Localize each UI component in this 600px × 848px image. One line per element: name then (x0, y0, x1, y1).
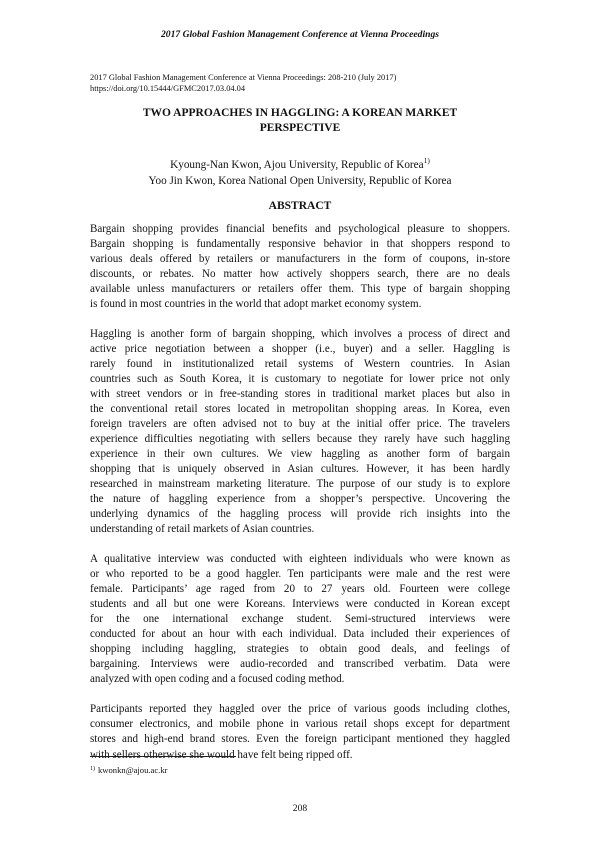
paragraph-line: foreign travelers are often advised not to buy at the initial offer price. The travelers (90, 418, 510, 431)
paragraph-line: A qualitative interview was conducted with eighteen individuals who were known as (90, 553, 510, 566)
paragraph-line: Bargain shopping provides financial benefits and psychological pleasure to shoppers. (90, 223, 510, 235)
paragraph-line: consumer electronics, and mobile phone in various retail shops except for department (90, 718, 510, 731)
citation-line: 2017 Global Fashion Management Conference at Vienna Proceedings: 208-210 (July 2017) (90, 73, 397, 82)
paragraph-line: the nature of haggling experience from a shopper’s perspective. Uncovering the (90, 493, 510, 506)
footnote-marker: 1) (423, 156, 430, 165)
abstract-paragraph (90, 327, 510, 537)
paragraph-line: the conventional retail stores located in metropolitan shopping areas. In Korea, even (90, 403, 510, 416)
paragraph-line: underlying dynamics of the haggling process will provide rich insights into the (90, 508, 510, 521)
author-1-name: Kyoung-Nan Kwon, Ajou University, Republic of Korea (170, 159, 424, 171)
citation-block (90, 72, 510, 94)
paragraph-line: active price negotiation between a shopper (i.e., buyer) and a seller. Haggling is (90, 343, 510, 356)
paragraph-line: Participants reported they haggled over the price of various goods including clothes, (90, 703, 510, 716)
paragraph-line: analyzed with open coding and a focused coding method. (90, 673, 345, 686)
footnote-divider (90, 756, 236, 757)
abstract-paragraph (90, 702, 510, 762)
paragraph-line: or who reported to be a good haggler. Ten participants were male and the rest were (90, 568, 510, 581)
paragraph-line: experience in their own cultures. We view haggling as another form of bargain (90, 448, 510, 461)
paragraph-line: students and all but one were Koreans. Interviews were conducted in Korean except (90, 598, 510, 611)
paper-title (90, 106, 510, 135)
paragraph-line: experience difficulties negotiating with sellers because they rarely have such haggling (90, 433, 510, 446)
abstract-paragraph (90, 552, 510, 687)
paragraph-line: bargaining. Interviews were audio-recorded and transcribed verbatim. Data were (90, 658, 510, 671)
paragraph-line: countries such as South Korea, it is customary to negotiate for lower price not only (90, 373, 510, 386)
abstract-paragraph (90, 222, 510, 312)
paragraph-line: for the one international exchange student. Semi-structured interviews were (90, 613, 510, 626)
footnote (90, 765, 510, 775)
title-line: TWO APPROACHES IN HAGGLING: A KOREAN MARKET (142, 107, 458, 119)
author-1 (90, 157, 510, 173)
author-2: Yoo Jin Kwon, Korea National Open University, Republic of Korea (148, 175, 452, 187)
paragraph-line: understanding of retail markets of Asian countries. (90, 523, 315, 536)
doi-link[interactable]: https://doi.org/10.15444/GFMC2017.03.04.04 (90, 84, 246, 93)
abstract-heading: ABSTRACT (268, 200, 332, 212)
paragraph-line: shopping including haggling, strategies to obtain good deals, and feelings of (90, 643, 510, 656)
running-header: 2017 Global Fashion Management Conference at Vienna Proceedings (161, 29, 439, 40)
paragraph-line: stores and high-end brand stores. Even the foreign participant mentioned they haggled (90, 733, 510, 746)
paragraph-line: female. Participants’ age raged from 20 to 27 years old. Fourteen were college (90, 583, 510, 596)
paragraph-line: conducted for about an hour with each individual. Data included their experiences of (90, 628, 510, 641)
paragraph-line: rarely found in institutionalized retail systems of Western countries. In Asian (90, 358, 510, 371)
paragraph-line: discounts, or rebates. No matter how actively shoppers search, there are no deals (90, 268, 510, 281)
title-line: PERSPECTIVE (259, 121, 341, 134)
paragraph-line: available unless manufacturers or retailers offer them. This type of bargain shopping (90, 283, 510, 296)
footnote-email[interactable]: kwonkn@ajou.ac.kr (98, 765, 168, 775)
author-list (90, 157, 510, 189)
footnote-mark: 1) (90, 766, 95, 772)
paragraph-line: researched in mainstream marketing literature. The purpose of our study is to explore (90, 478, 510, 491)
abstract-body (90, 222, 510, 778)
paragraph-line: Bargain shopping is fundamentally responsive behavior in that shoppers respond to (90, 238, 510, 251)
paragraph-line: is found in most countries in the world that adopt market economy system. (90, 298, 422, 311)
paragraph-line: various deals offered by retailers or manufacturers in the form of coupons, in-store (90, 253, 510, 266)
paragraph-line: with street vendors or in free-standing stores in traditional market places but also in (90, 388, 510, 401)
paragraph-line: shopping that is uniquely observed in Asian cultures. However, it has been hardly (90, 463, 510, 476)
paragraph-line: Haggling is another form of bargain shopping, which involves a process of direct and (90, 328, 510, 341)
page-number: 208 (292, 803, 308, 814)
paragraph-line: with sellers otherwise she would have felt being ripped off. (90, 748, 353, 761)
